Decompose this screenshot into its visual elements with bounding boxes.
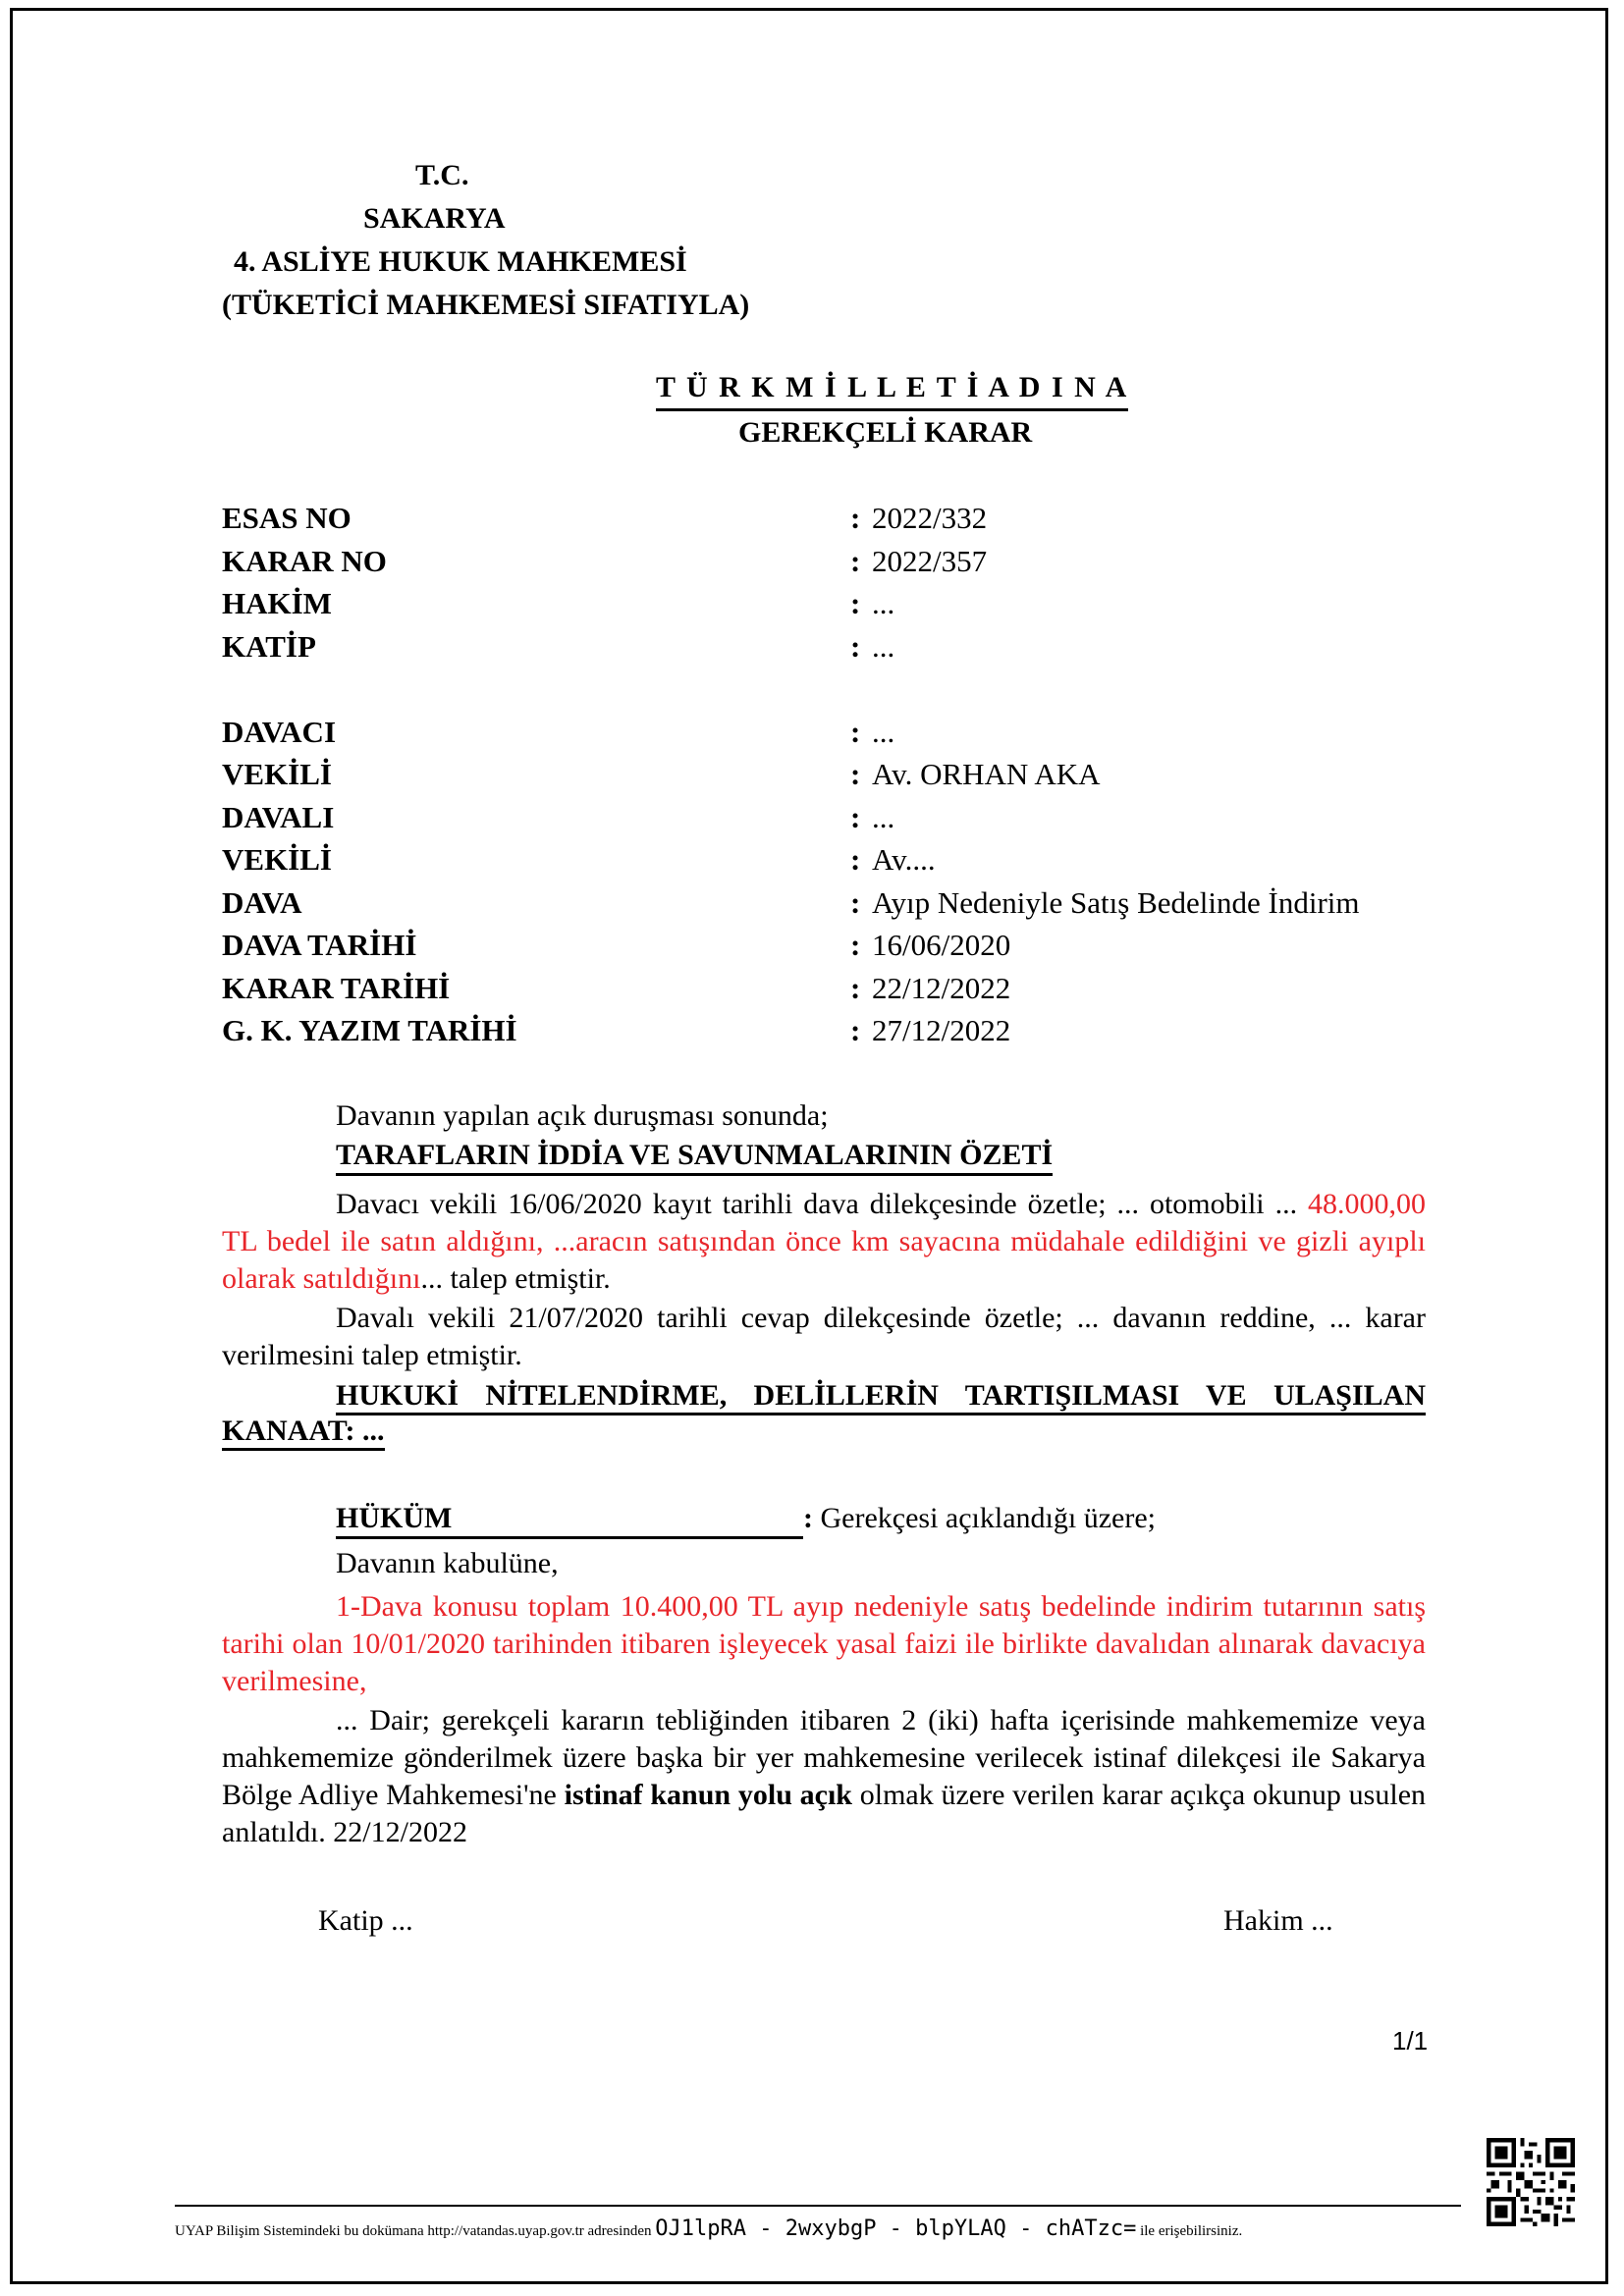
hukum-line [336, 1502, 1156, 1539]
field-colon: : [850, 800, 861, 834]
field-value: ... [872, 586, 895, 620]
field-label: VEKİLİ [222, 757, 332, 791]
intro-text: Davanın yapılan açık duruşması sonunda; [336, 1099, 829, 1132]
signature-clerk: Katip ... [318, 1904, 413, 1937]
paragraph-claimant [222, 1186, 1426, 1298]
paragraph-claimant-start: Davacı vekili 16/06/2020 kayıt tarihli dava dilekçesinde özetle; ... otomobili ... [336, 1188, 1308, 1220]
hukum-colon: : [803, 1502, 813, 1534]
field-colon: : [850, 501, 861, 535]
section-heading-claims [336, 1139, 1053, 1176]
footer-suffix: ile erişebilirsiniz. [1136, 2223, 1243, 2239]
field-colon: : [850, 757, 861, 791]
header-city: SAKARYA [363, 202, 506, 235]
field-label: HAKİM [222, 586, 332, 620]
field-value: 22/12/2022 [872, 971, 1011, 1005]
footer-code: OJ1lpRA - 2wxybgP - blpYLAQ - chATzc= [655, 2216, 1137, 2241]
field-label: KARAR TARİHİ [222, 971, 451, 1005]
field-label: DAVACI [222, 715, 337, 749]
acceptance-text: Davanın kabulüne, [336, 1547, 559, 1579]
signature-judge: Hakim ... [1223, 1904, 1333, 1937]
field-colon: : [850, 928, 861, 962]
field-label: DAVA TARİHİ [222, 928, 417, 962]
field-value: Av. ORHAN AKA [872, 757, 1101, 791]
field-label: DAVA [222, 885, 302, 920]
footer-prefix: UYAP Bilişim Sistemindeki bu dokümana http://vatandas.uyap.gov.tr adresinden [175, 2223, 656, 2239]
field-colon: : [850, 629, 861, 664]
title-decision: GEREKÇELİ KARAR [738, 416, 1033, 449]
field-label: VEKİLİ [222, 842, 332, 877]
paragraph-appeal-end: olmak üzere verilen karar açıkça okunup usulen anlatıldı. 22/12/2022 [222, 1779, 1427, 1848]
field-value: 16/06/2020 [872, 928, 1011, 962]
qr-code-icon [1487, 2138, 1575, 2226]
paragraph-claimant-red: 48.000,00 TL bedel ile satın aldığını, ...aracın satışından önce km sayacına müdahale edildiğini ve gizli ayıplı olarak satıldığını [222, 1188, 1426, 1295]
field-colon: : [850, 971, 861, 1005]
page-number: 1/1 [1392, 2026, 1429, 2056]
paragraph-appeal [222, 1702, 1426, 1851]
field-colon: : [850, 1013, 861, 1047]
field-label: KARAR NO [222, 544, 387, 578]
field-label: G. K. YAZIM TARİHİ [222, 1013, 517, 1047]
field-value: ... [872, 800, 895, 834]
field-colon: : [850, 586, 861, 620]
field-label: ESAS NO [222, 501, 352, 535]
header-court: 4. ASLİYE HUKUK MAHKEMESİ [234, 245, 687, 278]
paragraph-appeal-start: ... Dair; gerekçeli kararın tebliğinden itibaren 2 (iki) hafta içerisinde mahkememize veya mahkememize gönderilmek üzere başka bir yer mahkemesine verilecek istinaf dilekçesi ile Sakarya Bölge Adliye Mahkemesi'ne [222, 1704, 1426, 1811]
ruling-item-1: 1-Dava konusu toplam 10.400,00 TL ayıp nedeniyle satış bedelinde indirim tutarının satış tarihi olan 10/01/2020 tarihinden itibaren işleyecek yasal faizi ile birlikte davalıdan alınarak davacıya verilmesine, [222, 1590, 1426, 1697]
paragraph-appeal-bold: istinaf kanun yolu açık [564, 1779, 852, 1811]
title-nation: T Ü R K M İ L L E T İ A D I N A [656, 371, 1128, 411]
field-label: DAVALI [222, 800, 335, 834]
field-label: KATİP [222, 629, 316, 664]
field-value: 27/12/2022 [872, 1013, 1011, 1047]
paragraph-defendant: Davalı vekili 21/07/2020 tarihli cevap dilekçesinde özetle; ... davanın reddine, ... karar verilmesini talep etmiştir. [222, 1302, 1426, 1371]
header-court-role: (TÜKETİCİ MAHKEMESİ SIFATIYLA) [222, 289, 750, 321]
section-heading-legal [222, 1378, 1426, 1449]
field-colon: : [850, 715, 861, 749]
header-tc: T.C. [415, 159, 469, 191]
footer-text [175, 2216, 1242, 2241]
section-heading-legal-text: HUKUKİ NİTELENDİRME, DELİLLERİN TARTIŞILMASI VE ULAŞILAN KANAAT: ... [222, 1379, 1426, 1451]
hukum-text: Gerekçesi açıklandığı üzere; [820, 1502, 1156, 1534]
field-value: 2022/357 [872, 544, 988, 578]
footer-rule [175, 2205, 1461, 2207]
field-colon: : [850, 544, 861, 578]
field-value: 2022/332 [872, 501, 988, 535]
hukum-label: HÜKÜM [336, 1502, 803, 1539]
field-value: ... [872, 715, 895, 749]
field-colon: : [850, 885, 861, 920]
paragraph-claimant-end: ... talep etmiştir. [420, 1262, 611, 1295]
field-value: ... [872, 629, 895, 664]
section-heading-claims-text: TARAFLARIN İDDİA VE SAVUNMALARININ ÖZETİ [336, 1139, 1053, 1176]
field-colon: : [850, 842, 861, 877]
field-value: Ayıp Nedeniyle Satış Bedelinde İndirim [872, 885, 1360, 920]
field-value: Av.... [872, 842, 936, 877]
